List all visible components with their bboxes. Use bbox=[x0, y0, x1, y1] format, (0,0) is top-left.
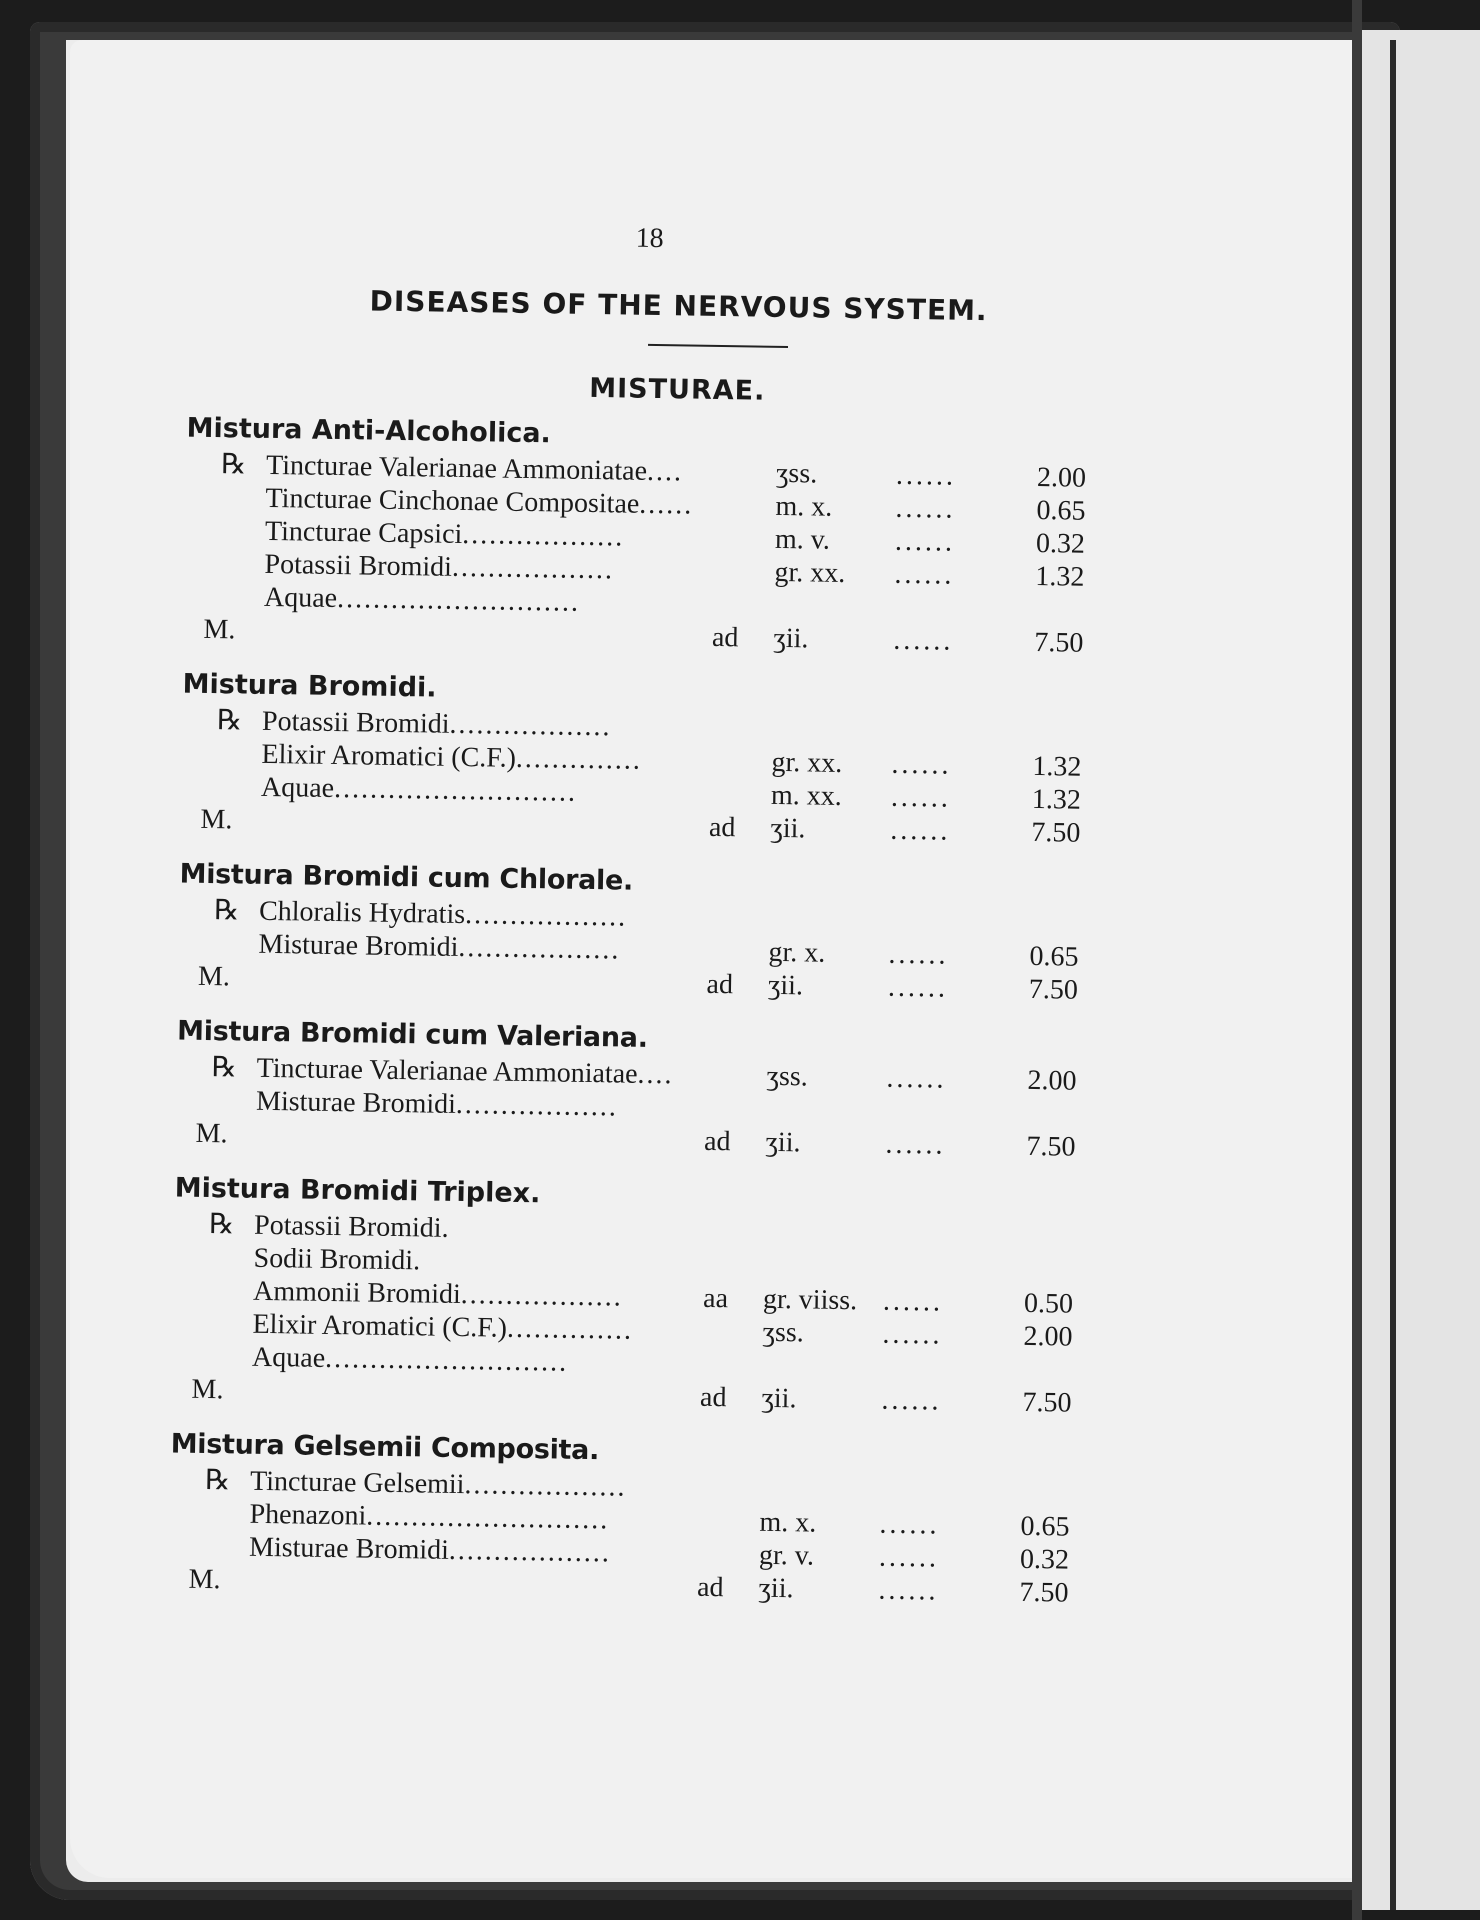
dose-quantity: m. x. bbox=[759, 1506, 817, 1539]
leader-dots: .................. bbox=[458, 931, 621, 966]
price-value: 2.00 bbox=[1036, 461, 1087, 494]
dose-quantity: gr. v. bbox=[758, 1539, 815, 1572]
ingredient-name bbox=[253, 1242, 420, 1278]
price-leader-dots: ...... bbox=[894, 525, 956, 558]
misce-label: M. bbox=[203, 613, 236, 646]
price-leader-dots: ...... bbox=[878, 1574, 939, 1607]
leader-dots: .................. bbox=[464, 899, 628, 933]
recipe-symbol: ℞ bbox=[208, 1209, 235, 1241]
ingredient-name bbox=[252, 1341, 569, 1379]
next-page-edge bbox=[1362, 30, 1480, 1910]
price-leader-dots: ...... bbox=[879, 1508, 940, 1541]
price-leader-dots: ...... bbox=[888, 938, 949, 971]
ad-marker: ad bbox=[703, 1125, 731, 1158]
price-leader-dots: ...... bbox=[890, 781, 952, 814]
leader-dots: .................. bbox=[464, 1469, 627, 1503]
ingredient-name-text: Chloralis Hydratis bbox=[258, 895, 466, 931]
price-value: 7.50 bbox=[1026, 1130, 1076, 1163]
ingredient-name-text: Potassii Bromidi bbox=[261, 705, 450, 740]
leader-dots: ........................... bbox=[333, 772, 578, 808]
misce-label: M. bbox=[197, 960, 231, 993]
ingredient-name-text: Misturae Bromidi bbox=[258, 928, 459, 963]
leader-dots: .............. bbox=[515, 742, 643, 776]
dose-quantity: ʒss. bbox=[775, 457, 818, 490]
formula-title: Mistura Bromidi Triplex. bbox=[174, 1172, 541, 1210]
ingredient-name-text: Tincturae Cinchonae Compositae bbox=[265, 482, 640, 520]
recipe-symbol: ℞ bbox=[213, 895, 240, 927]
dose-quantity: ʒii. bbox=[765, 1126, 801, 1159]
price-value: 0.65 bbox=[1029, 940, 1079, 973]
ingredient-name-text: Phenazoni bbox=[249, 1498, 367, 1532]
price-value: 0.32 bbox=[1019, 1543, 1070, 1576]
chapter-title: DISEASES OF THE NERVOUS SYSTEM. bbox=[369, 284, 988, 328]
price-value: 1.32 bbox=[1032, 750, 1082, 783]
leader-dots: ........................... bbox=[324, 1342, 569, 1378]
price-value: 1.32 bbox=[1031, 783, 1082, 816]
price-leader-dots: ...... bbox=[887, 971, 949, 1004]
dose-quantity: ʒii. bbox=[770, 812, 806, 845]
ad-marker: ad bbox=[711, 621, 739, 654]
book-spine bbox=[1352, 0, 1362, 1920]
price-value: 2.00 bbox=[1023, 1320, 1073, 1353]
leader-dots: .... bbox=[637, 1058, 674, 1091]
price-leader-dots: ...... bbox=[895, 459, 957, 492]
leader-dots: .................. bbox=[448, 1534, 612, 1569]
dose-quantity: ʒii. bbox=[761, 1382, 797, 1415]
leader-dots: .................. bbox=[460, 1279, 623, 1313]
leader-dots: .... bbox=[646, 455, 684, 488]
leader-dots: ........................... bbox=[336, 582, 581, 618]
leader-dots: ........................... bbox=[365, 1500, 610, 1536]
ingredient-name-text: Potassii Bromidi. bbox=[253, 1209, 449, 1244]
dose-quantity: m. v. bbox=[774, 523, 831, 556]
ad-marker: ad bbox=[708, 811, 736, 844]
formula-title: Mistura Gelsemii Composita. bbox=[170, 1428, 600, 1467]
ingredient-name bbox=[264, 548, 614, 586]
price-leader-dots: ...... bbox=[895, 492, 956, 525]
recipe-symbol: ℞ bbox=[220, 449, 247, 481]
price-value: 1.32 bbox=[1035, 560, 1085, 593]
formula-title: Mistura Bromidi cum Chlorale. bbox=[179, 858, 634, 897]
dose-quantity: gr. xx. bbox=[774, 556, 846, 589]
formula-list bbox=[128, 409, 1246, 1612]
ingredient-name-text: Tincturae Valerianae Ammoniatae bbox=[256, 1052, 638, 1090]
ingredient-name-text: Misturae Bromidi bbox=[255, 1085, 457, 1120]
price-leader-dots: ...... bbox=[885, 1128, 946, 1161]
dose-quantity: ʒss. bbox=[762, 1316, 804, 1349]
dose-quantity: gr. xx. bbox=[771, 746, 843, 779]
price-leader-dots: ...... bbox=[891, 748, 952, 781]
ingredient-name bbox=[265, 515, 625, 554]
formula-title: Mistura Bromidi cum Valeriana. bbox=[176, 1015, 648, 1054]
formula-block bbox=[138, 855, 1240, 1009]
recipe-symbol: ℞ bbox=[216, 705, 243, 737]
page-number: 18 bbox=[635, 222, 664, 255]
ingredient-name-text: Ammonii Bromidi bbox=[252, 1275, 462, 1311]
price-value: 7.50 bbox=[1031, 816, 1081, 849]
ingredient-name-text: Elixir Aromatici (C.F.) bbox=[252, 1308, 508, 1344]
price-leader-dots: ...... bbox=[894, 558, 955, 591]
ingredient-name bbox=[261, 771, 578, 809]
ingredient-name bbox=[249, 1498, 609, 1537]
price-value: 0.65 bbox=[1036, 494, 1086, 527]
misce-label: M. bbox=[188, 1563, 221, 1596]
misce-label: M. bbox=[195, 1117, 228, 1150]
leader-dots: .................. bbox=[451, 551, 615, 586]
ingredient-name bbox=[264, 581, 581, 619]
dose-quantity: gr. viiss. bbox=[762, 1283, 858, 1317]
price-leader-dots: ...... bbox=[882, 1285, 944, 1318]
price-value: 7.50 bbox=[1019, 1576, 1069, 1609]
misce-label: M. bbox=[191, 1373, 224, 1406]
ingredient-name-text: Aquae bbox=[263, 581, 338, 614]
page-content bbox=[128, 215, 1250, 1612]
price-leader-dots: ...... bbox=[886, 1062, 947, 1095]
formula-title: Mistura Bromidi. bbox=[182, 668, 437, 704]
price-leader-dots: ...... bbox=[882, 1318, 943, 1351]
price-value: 7.50 bbox=[1034, 626, 1084, 659]
ingredient-name-text: Elixir Aromatici (C.F.) bbox=[261, 738, 517, 774]
price-value: 2.00 bbox=[1027, 1064, 1077, 1097]
ingredient-name-text: Tincturae Gelsemii bbox=[249, 1465, 465, 1501]
title-rule bbox=[648, 344, 788, 348]
leader-dots: .................. bbox=[462, 518, 625, 553]
dose-quantity: ʒss. bbox=[766, 1060, 809, 1093]
dose-quantity: ʒii. bbox=[758, 1572, 794, 1605]
section-title: MISTURAE. bbox=[589, 372, 766, 407]
dose-quantity: gr. x. bbox=[768, 936, 826, 969]
dose-quantity: m. x. bbox=[775, 490, 833, 523]
leader-dots: ...... bbox=[639, 488, 694, 521]
leader-dots: .................. bbox=[449, 708, 612, 743]
ingredient-name-text: Potassii Bromidi bbox=[264, 548, 453, 583]
formula-block bbox=[128, 1425, 1231, 1612]
recipe-symbol: ℞ bbox=[204, 1465, 231, 1497]
ingredient-name-text: Aquae bbox=[260, 771, 335, 804]
price-value: 0.32 bbox=[1035, 527, 1086, 560]
ingredient-name-text: Misturae Bromidi bbox=[248, 1531, 450, 1566]
ad-marker: ad bbox=[699, 1381, 727, 1414]
price-value: 0.50 bbox=[1023, 1287, 1074, 1320]
ad-marker: ad bbox=[706, 968, 734, 1001]
ingredient-name-text: Aquae bbox=[251, 1341, 326, 1374]
recipe-symbol: ℞ bbox=[211, 1052, 237, 1084]
ad-marker: ad bbox=[696, 1571, 724, 1604]
ingredient-name-text: Sodii Bromidi. bbox=[253, 1242, 421, 1277]
ingredient-name bbox=[254, 1209, 449, 1245]
dose-quantity: ʒii. bbox=[773, 622, 809, 655]
next-page-border bbox=[1390, 40, 1396, 1910]
formula-title: Mistura Anti-Alcoholica. bbox=[186, 412, 552, 450]
formula-block bbox=[135, 1012, 1237, 1166]
ingredient-name bbox=[262, 705, 612, 743]
ingredient-name-text: Tincturae Valerianae Ammoniatae bbox=[265, 449, 648, 487]
price-leader-dots: ...... bbox=[893, 624, 954, 657]
formula-block bbox=[140, 665, 1243, 852]
price-leader-dots: ...... bbox=[878, 1541, 940, 1574]
dose-quantity: ʒii. bbox=[767, 969, 804, 1002]
dose-quantity: m. xx. bbox=[770, 779, 842, 812]
price-value: 0.65 bbox=[1020, 1510, 1070, 1543]
ingredient-name-text: Tincturae Capsici bbox=[264, 515, 463, 550]
price-value: 7.50 bbox=[1022, 1386, 1072, 1419]
formula-block bbox=[143, 409, 1247, 662]
leader-dots: .............. bbox=[506, 1312, 634, 1346]
price-leader-dots: ...... bbox=[890, 814, 951, 847]
misce-label: M. bbox=[200, 803, 233, 836]
price-leader-dots: ...... bbox=[881, 1384, 942, 1417]
price-value: 7.50 bbox=[1028, 973, 1079, 1006]
ad-marker: aa bbox=[702, 1282, 729, 1315]
formula-block bbox=[131, 1169, 1235, 1422]
leader-dots: .................. bbox=[455, 1088, 619, 1123]
